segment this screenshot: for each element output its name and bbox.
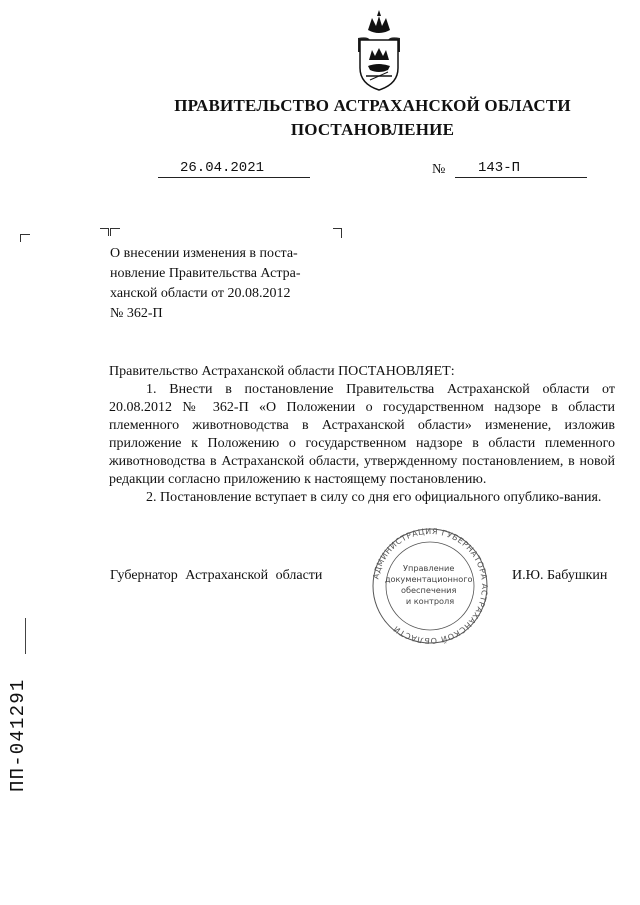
document-type-title: ПОСТАНОВЛЕНИЕ [290,120,455,139]
number-underline [455,177,587,178]
subject-line: новление Правительства Астра- [110,266,301,281]
signer-name: И.Ю. Бабушкин [512,568,608,583]
date-underline [158,177,310,178]
document-number: 143-П [478,160,521,176]
official-stamp [366,527,494,645]
corner-mark-subject-right [333,228,342,238]
svg-text:Управление документационно: Управление документационного обеспечения и контроля [384,563,473,606]
subject-line: О внесении изменения в поста- [110,246,298,261]
coat-of-arms-emblem [350,8,408,92]
svg-text:АДМИНИСТРАЦИЯ ГУБЕРНАТОРА АСТР: АДМИНИСТРАЦИЯ ГУБЕРНАТОРА АСТРАХАНСКОЙ ОБЛАСТИ [371,527,490,645]
government-title: ПРАВИТЕЛЬСТВО АСТРАХАНСКОЙ ОБЛАСТИ [174,96,571,115]
item-1: 1. Внести в постановление Правительства Астраханской области от 20.08.2012 № 362-П «О Положении о государственном надзоре в области племенного животноводства в Астраханской области» изменение, изложив приложение к Положению о государственном надзоре в области племенного животноводства в Астраханской области, утвержденному постановлением, в новой редакции согласно приложению к настоящему постановлению. [109,382,615,487]
preamble: Правительство Астраханской области ПОСТАНОВЛЯЕТ: [109,364,455,379]
subject-line: ханской области от 20.08.2012 [110,286,291,301]
number-sign: № [432,162,446,177]
form-serial-number [7,679,29,792]
serial-text: ПП-041291 [7,678,29,792]
corner-mark-subject-left-a [100,228,109,236]
document-date: 26.04.2021 [180,160,265,176]
subject-line: № 362-П [110,306,163,321]
signer-role: Губернатор Астраханской области [110,568,323,583]
corner-mark-left [20,234,30,242]
item-2: 2. Постановление вступает в силу со дня его официального опублико-вания. [146,490,602,505]
document-subject [110,244,341,324]
corner-mark-subject-left-b [110,228,120,236]
document-body [109,363,615,507]
margin-line [25,618,26,654]
